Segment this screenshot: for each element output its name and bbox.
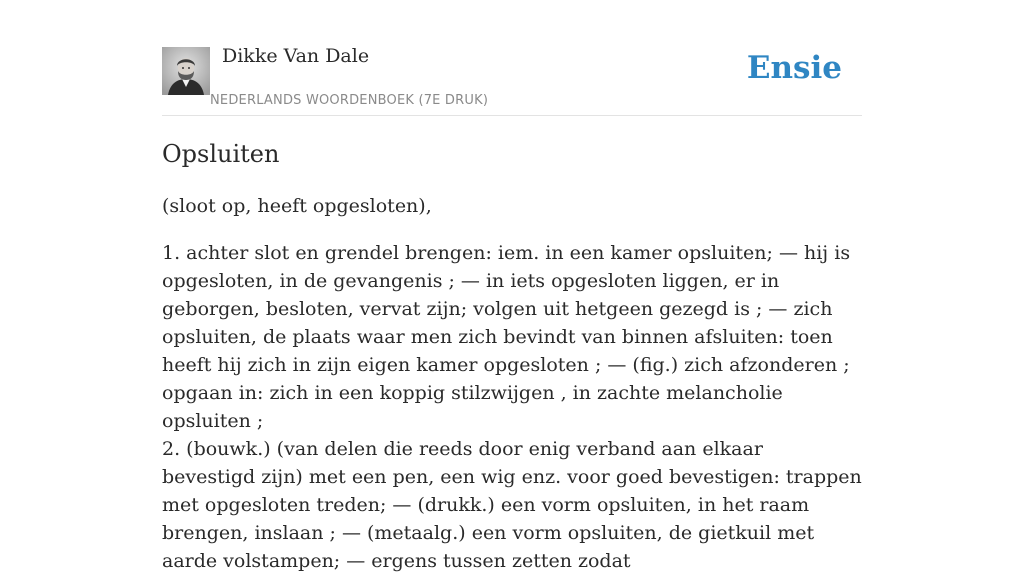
entry-title: Opsluiten [162,140,280,168]
definition-1: 1. achter slot en grendel brengen: iem. in een kamer opsluiten; — hij is opgesloten, in de gevangenis ; — in iets opgesloten liggen, er in geborgen, besloten, vervat zijn; volgen uit hetgeen gezegd is ; — zich opsluiten, de plaats waar men zich bevindt van binnen afsluiten: toen heeft hij zich in zijn eigen kamer opgesloten ; — (fig.) zich afzonderen ; opgaan in: zich in een koppig stilzwijgen , in zachte melancholie opsluiten ; [162,242,851,432]
source-avatar[interactable] [162,47,210,95]
entry-body [162,192,862,575]
portrait-avatar-icon [162,47,210,95]
definition-2: 2. (bouwk.) (van delen die reeds door enig verband aan elkaar bevestigd zijn) met een pen, een wig enz. voor goed bevestigen: trappen met opgesloten treden; — (drukk.) een vorm opsluiten, in het raam brengen, inslaan ; — (metaalg.) een vorm opsluiten, de gietkuil met aarde volstampen; — ergens tussen zetten zodat [162,438,862,572]
source-title-link[interactable]: Dikke Van Dale [222,45,370,67]
entry-grammar: (sloot op, heeft opgesloten), [162,195,432,217]
source-header [162,0,862,116]
brand-logo-link[interactable]: Ensie [746,50,842,86]
page [162,0,862,572]
source-subtitle: NEDERLANDS WOORDENBOEK (7E DRUK) [210,93,489,108]
